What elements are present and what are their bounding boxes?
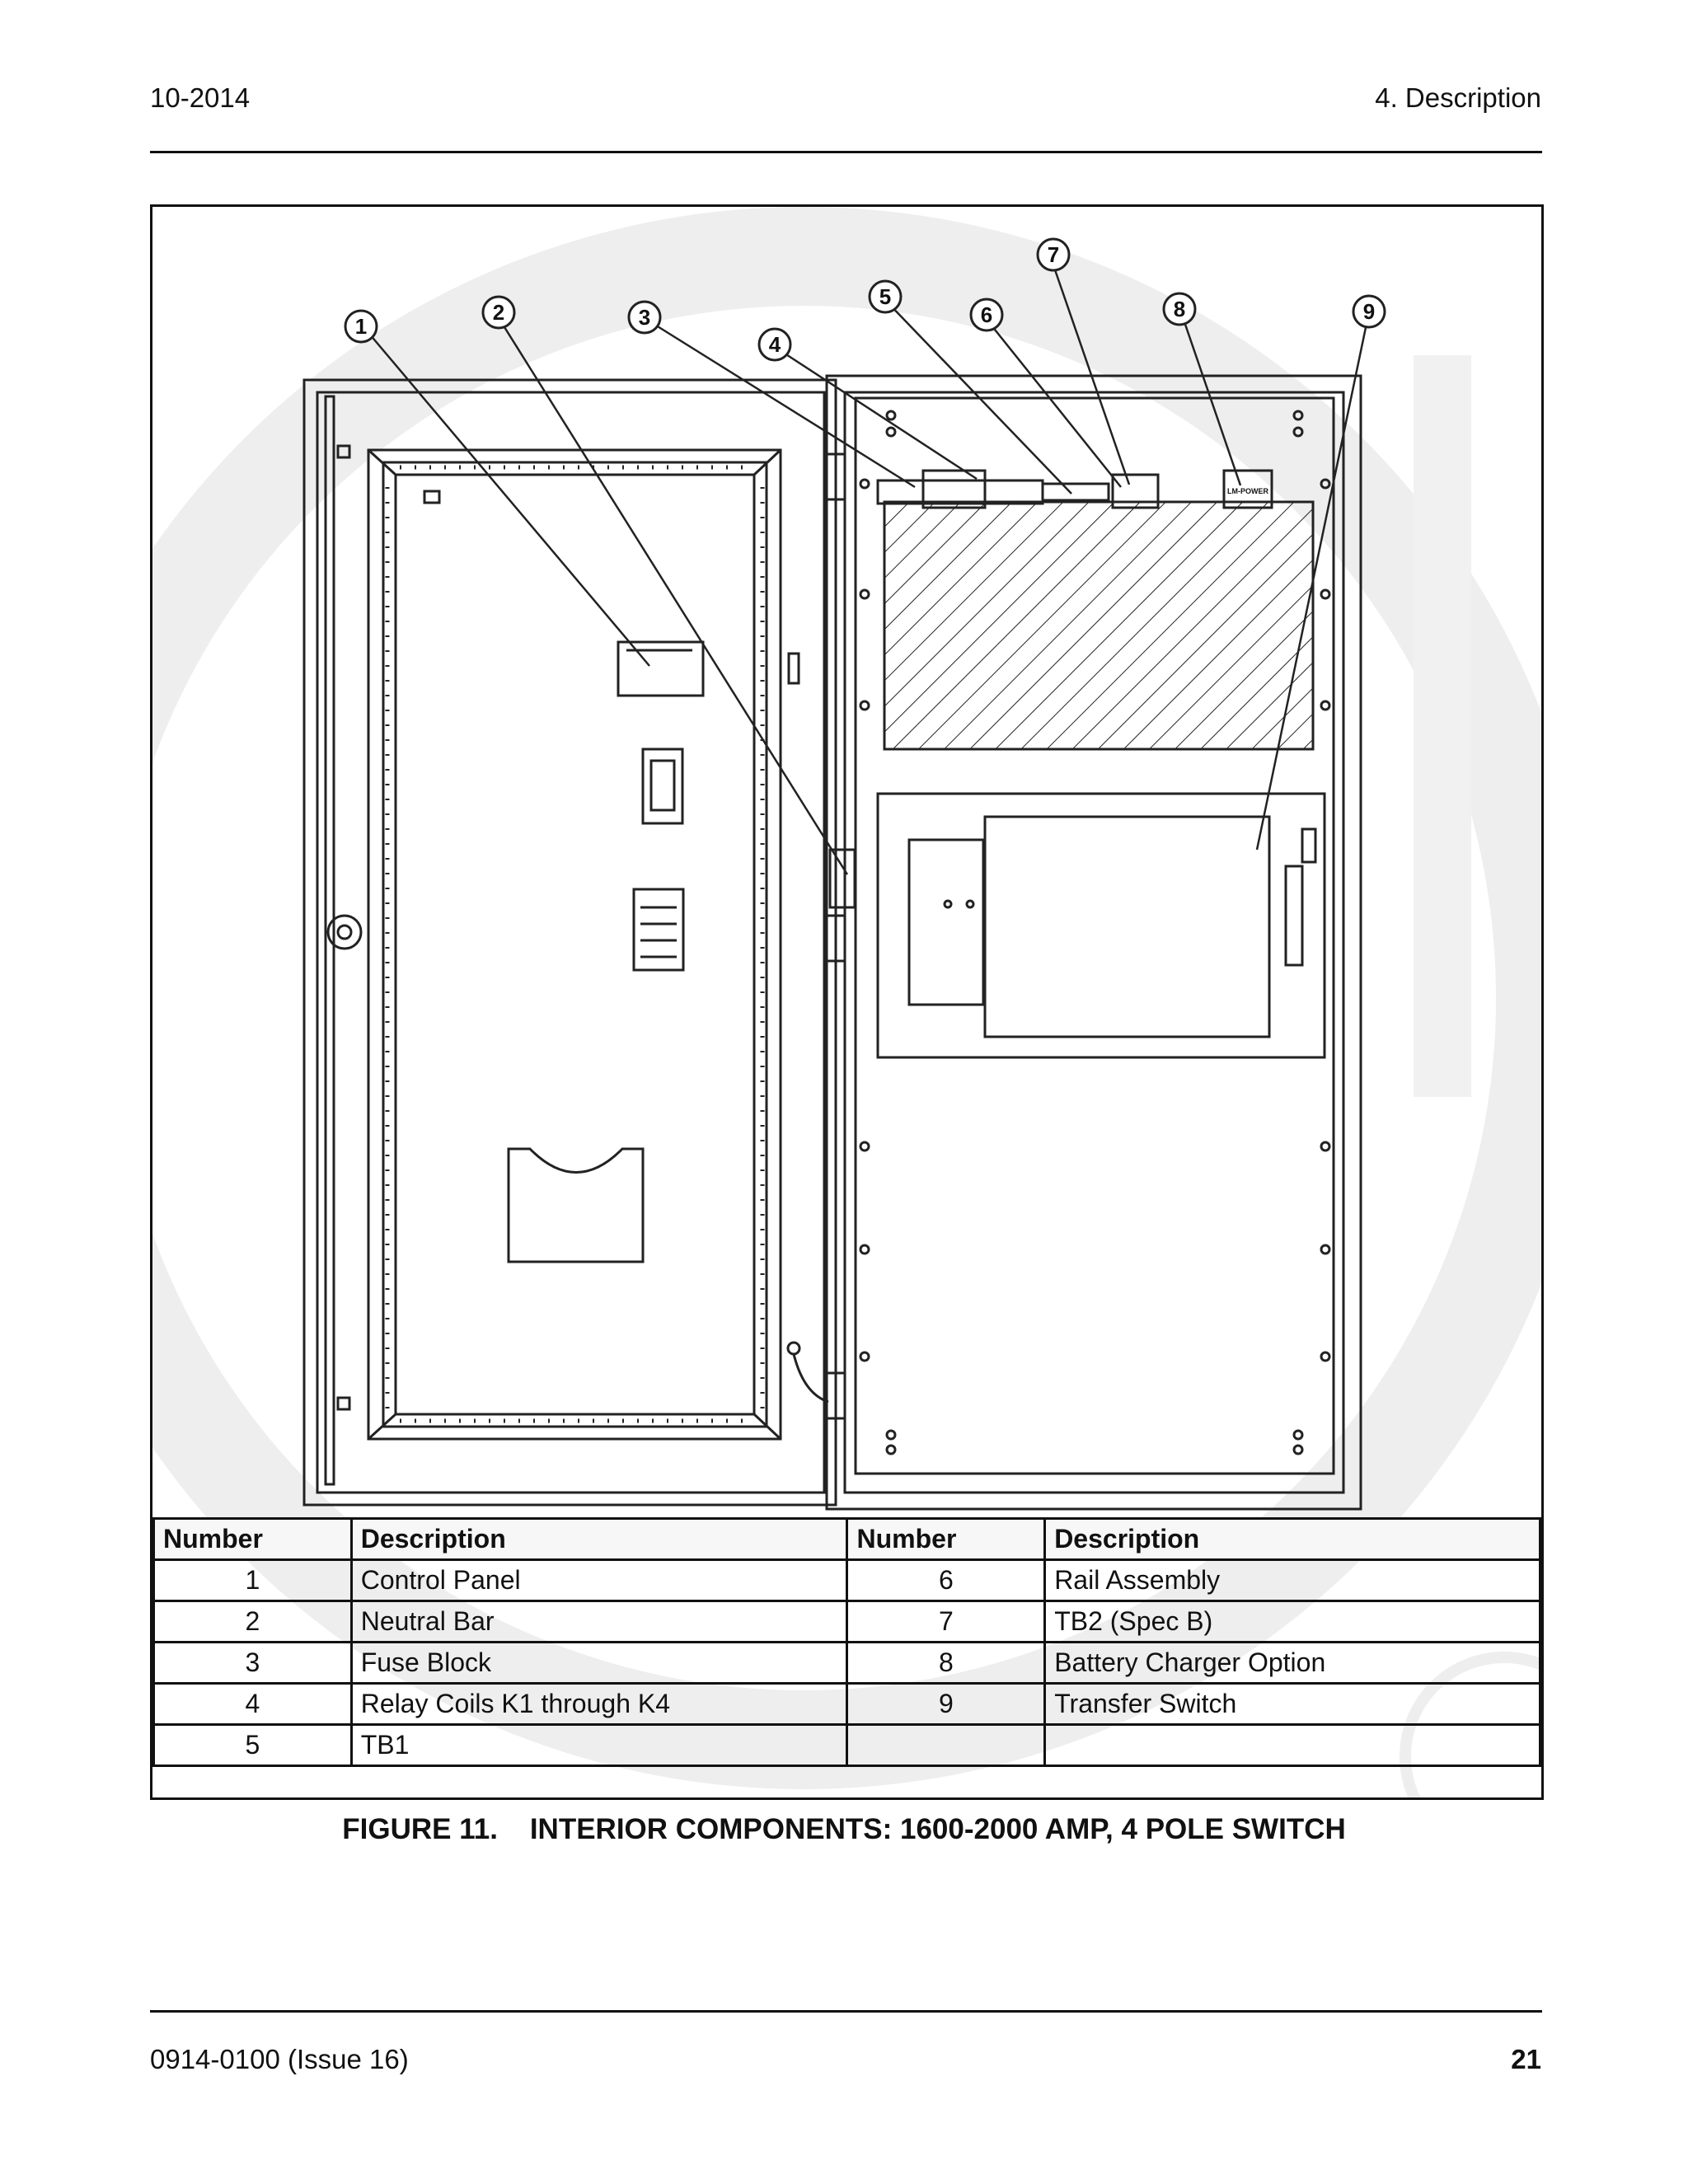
page-number: 21 — [1511, 2044, 1541, 2074]
figure-caption: FIGURE 11. INTERIOR COMPONENTS: 1600-2000 AMP, 4 POLE SWITCH — [342, 1813, 1346, 1845]
header-date: 10-2014 — [150, 82, 251, 113]
figure-frame — [150, 204, 1544, 1800]
cell-description: Control Panel — [351, 1560, 847, 1601]
callout-9: 9 — [1362, 299, 1376, 324]
table-row — [154, 1725, 1540, 1766]
component-table — [152, 1517, 1541, 1767]
cell-description: TB2 (Spec B) — [1045, 1601, 1540, 1643]
cell-number: 4 — [154, 1684, 352, 1725]
cell-number: 2 — [154, 1601, 352, 1643]
cell-number: 7 — [847, 1601, 1045, 1643]
hinges — [827, 454, 855, 1418]
cell-number: 9 — [847, 1684, 1045, 1725]
cell-description: Rail Assembly — [1045, 1560, 1540, 1601]
header-description-1: Description — [351, 1519, 847, 1560]
header-rule — [150, 151, 1542, 153]
table-row — [154, 1643, 1540, 1684]
door-panel — [304, 380, 836, 1505]
cell-number: 1 — [154, 1560, 352, 1601]
callout-4: 4 — [768, 332, 781, 357]
callout-8: 8 — [1173, 297, 1186, 321]
footer-rule — [150, 2010, 1542, 2013]
cabinet-body — [827, 376, 1361, 1509]
callout-7: 7 — [1047, 242, 1060, 267]
header-section: 4. Description — [1375, 82, 1541, 113]
table-row — [154, 1684, 1540, 1725]
footer-doc-number: 0914-0100 (Issue 16) — [150, 2044, 409, 2074]
callout-1: 1 — [354, 314, 368, 339]
cell-description: Battery Charger Option — [1045, 1643, 1540, 1684]
header-description-2: Description — [1045, 1519, 1540, 1560]
cell-number: 6 — [847, 1560, 1045, 1601]
table-header-row — [154, 1519, 1540, 1560]
table-row — [154, 1601, 1540, 1643]
cell-number — [847, 1725, 1045, 1766]
cell-number: 8 — [847, 1643, 1045, 1684]
cell-description: Fuse Block — [351, 1643, 847, 1684]
cell-number: 5 — [154, 1725, 352, 1766]
cell-number: 3 — [154, 1643, 352, 1684]
callout-6: 6 — [980, 302, 993, 327]
battery-label: LM-POWER — [1227, 487, 1268, 495]
cell-description: Relay Coils K1 through K4 — [351, 1684, 847, 1725]
callout-5: 5 — [879, 284, 892, 309]
table-row — [154, 1560, 1540, 1601]
callout-3: 3 — [638, 305, 651, 330]
cell-description — [1045, 1725, 1540, 1766]
cell-description: Neutral Bar — [351, 1601, 847, 1643]
enclosure-drawing — [152, 207, 1541, 1517]
header-number-2: Number — [847, 1519, 1045, 1560]
cell-description: Transfer Switch — [1045, 1684, 1540, 1725]
callout-2: 2 — [492, 300, 505, 325]
cell-description: TB1 — [351, 1725, 847, 1766]
header-number-1: Number — [154, 1519, 352, 1560]
